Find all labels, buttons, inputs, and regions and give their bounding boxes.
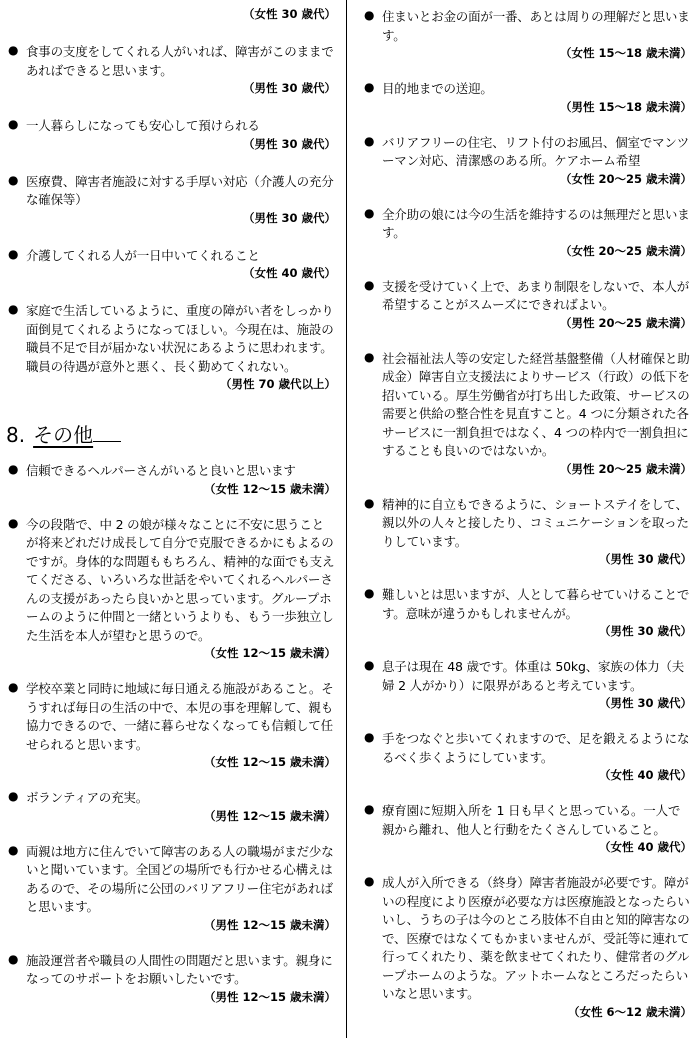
respondent-attribute: （男性 30 歳代） (242, 210, 336, 225)
section-number: 8. (6, 423, 26, 447)
list-item (362, 80, 692, 116)
respondent-attribute: （男性 15～18 歳未満） (559, 99, 692, 114)
respondent-attribute: （女性 12～15 歳未満） (203, 646, 336, 660)
bullet-icon: ● (364, 8, 375, 22)
bullet-icon: ● (364, 349, 375, 364)
comment-text: 家庭で生活しているように、重度の障がい者をしっかり面倒見てくれるようになってほしい。今現在は、施設の職員不足で目が届かない状況にあるように思われます。職員の待遇が意外と悪く、長く勤めてくれない。 (26, 303, 334, 374)
list-item (6, 43, 336, 97)
bullet-icon: ● (364, 586, 375, 600)
bullet-icon: ● (364, 874, 375, 888)
list-item (362, 586, 692, 640)
bullet-icon: ● (364, 658, 375, 672)
comment-text: 一人暮らしになっても安心して預けられる (26, 118, 260, 133)
comment-text: 社会福祉法人等の安定した経営基盤整備（人材確保と助成金）障害自立支援法によりサービス（行政）の低下を招いている。厚生労働省が打ち出した政策、サービスの需要と供給の整合性を見直すこと。4 つに分類された各サービスに一割負担ではなく、4 つの枠内で一割負担にすることも良いのではないか。 (382, 350, 690, 458)
comment-text: 住まいとお金の面が一番、あとは周りの理解だと思います。 (382, 9, 690, 43)
heading-underline (93, 441, 121, 442)
bullet-icon: ● (364, 205, 375, 220)
right-column (362, 0, 692, 1021)
list-item (362, 8, 692, 62)
respondent-attribute: （男性 12～15 歳未満） (203, 989, 336, 1004)
list-item (6, 952, 336, 1006)
section-title: その他 (33, 423, 94, 447)
bullet-icon: ● (8, 951, 19, 966)
comment-text: 手をつなぐと歩いてくれますので、足を鍛えるようになるべく歩くようにしています。 (382, 731, 690, 765)
respondent-attribute: （女性 30 歳代） (242, 7, 336, 21)
list-item (362, 802, 692, 856)
comment-text: 息子は現在 48 歳です。体重は 50kg、家族の体力（夫婦 2 人がかり）に限界があると考えています。 (382, 659, 685, 693)
bullet-icon: ● (8, 462, 19, 476)
bullet-icon: ● (8, 43, 19, 57)
left-column (6, 0, 336, 1006)
respondent-attribute: （男性 30 歳代） (242, 136, 336, 151)
list-item (362, 658, 692, 712)
respondent-attribute: （男性 30 歳代） (242, 81, 336, 95)
list-item (6, 173, 336, 227)
respondent-attribute: （男性 12～15 歳未満） (203, 808, 336, 823)
list-item (6, 516, 336, 663)
list-item (362, 350, 692, 478)
bullet-icon: ● (8, 246, 19, 261)
column-divider (346, 0, 347, 1038)
comment-text: ボランティアの充実。 (26, 790, 149, 805)
comment-text: 食事の支度をしてくれる人がいれば、障害がこのままであればできると思います。 (26, 44, 334, 78)
bullet-icon: ● (8, 789, 19, 803)
respondent-attribute: （男性 20～25 歳未満） (559, 461, 692, 476)
list-item (362, 496, 692, 569)
respondent-attribute: （女性 15～18 歳未満） (559, 46, 692, 60)
comment-text: 信頼できるヘルパーさんがいると良いと思います (26, 463, 296, 478)
respondent-attribute: （女性 40 歳代） (598, 768, 692, 782)
comment-text: 精神的に自立もできるように、ショートステイをして、親以外の人々と接したり、コミュニケーションを取ったりしています。 (382, 496, 689, 549)
list-item (6, 302, 336, 393)
respondent-attribute: （女性 20～25 歳未満） (559, 243, 692, 258)
comment-text: 施設運営者や職員の人間性の問題だと思います。親身になってのサポートをお願いしたいです。 (26, 952, 333, 986)
bullet-icon: ● (364, 730, 375, 744)
list-item (362, 278, 692, 332)
respondent-attribute: （男性 30 歳代） (598, 624, 692, 638)
bullet-icon: ● (8, 515, 19, 530)
comment-text: 両親は地方に住んでいて障害のある人の職場がまだ少ないと聞いています。全国どの場所でも行かせる心構えはあるので、その場所に公団のバリアフリー住宅があればと思います。 (26, 843, 334, 914)
respondent-attribute: （男性 12～15 歳未満） (203, 917, 336, 932)
respondent-attribute: （女性 12～15 歳未満） (203, 755, 336, 769)
respondent-attribute: （女性 40 歳代） (598, 840, 692, 854)
comment-text: 全介助の娘には今の生活を維持するのは無理だと思います。 (382, 206, 690, 240)
bullet-icon: ● (8, 117, 19, 131)
bullet-icon: ● (364, 133, 375, 148)
list-item (362, 206, 692, 260)
list-item (6, 462, 336, 498)
comment-text: バリアフリーの住宅、リフト付のお風呂、個室でマンツーマン対応、清潔感のある所。ケアホーム希望 (382, 134, 690, 168)
respondent-attribute: （男性 20～25 歳未満） (559, 315, 692, 330)
respondent-attribute: （女性 12～15 歳未満） (203, 481, 336, 496)
list-item (6, 247, 336, 283)
respondent-attribute: （男性 30 歳代） (598, 696, 692, 710)
comment-text: 医療費、障害者施設に対する手厚い対応（介護人の充分な確保等） (26, 173, 334, 207)
bullet-icon: ● (364, 80, 375, 94)
bullet-icon: ● (8, 842, 19, 857)
bullet-icon: ● (8, 172, 19, 187)
list-item (362, 134, 692, 188)
bullet-icon: ● (364, 802, 375, 816)
list-item (6, 789, 336, 825)
bullet-icon: ● (364, 277, 375, 292)
comment-text: 療育園に短期入所を 1 日も早くと思っている。一人で親から離れ、他人と行動をたくさんしていること。 (382, 803, 681, 837)
respondent-attribute: （男性 30 歳代） (598, 552, 692, 566)
list-item (6, 680, 336, 771)
comment-text: 成人が入所できる（終身）障害者施設が必要です。障がいの程度により医療が必要な方は医療施設となったらいいし、うちの子は今のところ肢体不自由と知的障害なので、医療ではなくてもかまいませんが、受託等に連れて行ってくれたり、薬を飲ませてくれたり、健常者のグループホームのような。アットホームなところだったらいいなと思います。 (382, 875, 690, 1001)
bullet-icon: ● (8, 302, 19, 316)
comment-text: 支援を受けていく上で、あまり制限をしないで、本人が希望することがスムーズにできればよい。 (382, 278, 690, 312)
list-item (362, 874, 692, 1021)
list-item (362, 730, 692, 784)
comment-text: 難しいとは思いますが、人として暮らせていけることです。意味が違うかもしれませんが。 (382, 587, 690, 621)
bullet-icon: ● (8, 680, 19, 694)
comment-text: 介護してくれる人が一日中いてくれること (26, 247, 260, 263)
list-item (6, 117, 336, 153)
section-heading (6, 419, 336, 448)
respondent-attribute: （男性 70 歳代以上） (219, 377, 336, 391)
comment-text: 目的地までの送迎。 (382, 81, 493, 96)
respondent-attribute: （女性 40 歳代） (242, 266, 336, 280)
bullet-icon: ● (364, 495, 375, 510)
respondent-attribute: （女性 6～12 歳未満） (567, 1004, 692, 1019)
respondent-attribute: （女性 20～25 歳未満） (559, 171, 692, 186)
comment-text: 学校卒業と同時に地域に毎日通える施設があること。そうすれば毎日の生活の中で、本児の事を理解して、親も協力できるので、一緒に暮らせなくなっても信頼して任せられると思います。 (26, 681, 334, 752)
list-item (6, 843, 336, 934)
comment-text: 今の段階で、中 2 の娘が様々なことに不安に思うことが将来どれだけ成長して自分で克服できるかにもよるのですが。身体的な問題ももちろん、精神的な面でも支えてくださる、いろいろな世話をやいてくれるヘルパーさんの支援があったら良いかと思っています。グループホームのように仲間と一緒というよりも、もう一歩独立した生活を本人が望むと思うので。 (26, 516, 335, 643)
